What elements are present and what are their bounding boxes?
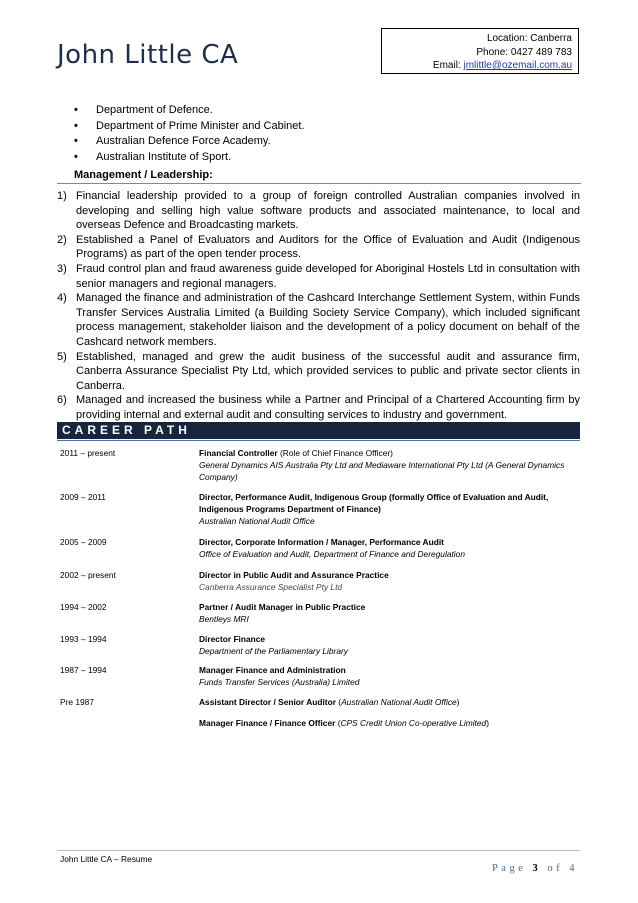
management-item [57,291,580,349]
email-link[interactable]: jmlittle@ozemail.com.au [463,60,572,71]
career-org: Australian National Audit Office [199,516,315,526]
page-label: Page [491,863,527,874]
career-org: General Dynamics AIS Australia Pty Ltd and Mediaware International Pty Ltd (A General Dynamics Company) [199,460,565,482]
management-heading: Management / Leadership: [74,169,213,181]
career-entry [60,491,585,527]
career-entry [60,447,585,483]
career-detail [199,491,585,527]
item-text: Established a Panel of Evaluators and Auditors for the Office of Evaluation and Audit (Indigenous Programs) as part of the open tender process. [76,233,580,261]
career-date: 1994 – 2002 [60,602,107,612]
client-list [74,103,304,165]
item-number: 6) [57,394,67,407]
item-text: Established, managed and grew the audit business of the successful audit and assurance firm, Canberra Assurance Specialist Pty Ltd, which provided services to public and private sector clients in Canberra. [76,350,580,392]
career-title-sub: (Australian National Audit Office) [335,697,460,707]
career-org: Department of the Parliamentary Library [199,646,348,656]
career-date: 1993 – 1994 [60,634,107,644]
career-entry [60,664,585,688]
career-entry [60,601,585,625]
item-number: 2) [57,233,67,246]
career-title: Director, Corporate Information / Manager, Performance Audit [199,537,444,547]
career-detail [199,569,585,593]
career-title: Partner / Audit Manager in Public Practice [199,602,366,612]
career-date: 2009 – 2011 [60,492,106,502]
career-title [199,447,585,459]
career-detail [199,696,585,729]
management-list [57,189,580,423]
location-text: Location: Canberra [486,33,572,44]
email-line [382,59,572,73]
client-item: • Department of Prime Minister and Cabinet. [74,119,304,135]
career-org: Canberra Assurance Specialist Pty Ltd [199,582,343,592]
item-number: 4) [57,292,67,305]
career-title-text: Financial Controller [199,448,278,458]
contact-box [381,28,579,74]
career-entry [60,536,585,560]
career-entry [60,633,585,657]
resume-name: John Little CA [57,40,239,70]
career-org: Bentleys MRI [199,614,249,624]
item-text: Managed the finance and administration of the Cashcard Interchange Settlement System, within Funds Transfer Services Australia Limited (a Building Society Service Company), which included significant process management, stakeholder liaison and the development of a policy document on behalf of the Cashcard network members. [76,292,580,348]
career-date: 2011 – present [60,448,116,458]
footer-title: John Little CA – Resume [60,854,153,864]
item-number: 5) [57,350,67,363]
career-path-underline [57,440,580,441]
page-of: of [547,863,564,874]
career-date: 1987 – 1994 [60,665,107,675]
phone-text: Phone: 0427 489 783 [476,46,572,58]
career-org: CPS Credit Union Co-operative Limited [340,718,487,728]
email-label: Email: [432,60,461,71]
client-item: • Australian Defence Force Academy. [74,134,304,150]
career-title-text: Manager Finance / Finance Officer [199,718,336,728]
career-org: Funds Transfer Services (Australia) Limited [199,677,360,687]
career-entry [60,696,585,729]
career-title-text: Assistant Director / Senior Auditor [199,697,336,707]
page-total: 4 [569,863,578,874]
career-title-sub: (CPS Credit Union Co-operative Limited) [335,718,489,728]
career-org: Australian National Audit Office [341,697,457,707]
career-title [199,717,585,729]
item-number: 3) [57,262,67,275]
career-detail [199,633,585,657]
career-date: 2005 – 2009 [60,537,107,547]
career-detail [199,447,585,483]
management-item [57,393,580,422]
career-date: 2002 – present [60,570,116,580]
career-detail [199,536,585,560]
career-title [199,696,585,708]
career-title: Director Finance [199,634,266,644]
section-divider [57,183,581,184]
management-item [57,350,580,394]
item-text: Fraud control plan and fraud awareness guide developed for Aboriginal Hostels Ltd in consultation with senior managers and regional managers. [76,262,580,290]
career-entry [60,569,585,593]
footer-divider [57,850,580,851]
management-item [57,233,580,262]
career-org: Office of Evaluation and Audit, Department of Finance and Deregulation [199,549,465,559]
career-detail [199,664,585,688]
page-number [492,863,578,874]
career-title: Director, Performance Audit, Indigenous Group (formally Office of Evaluation and Audit, Indigenous Programs Department of Finance) [199,492,549,514]
client-item: • Australian Institute of Sport. [74,150,304,166]
career-title: Manager Finance and Administration [199,665,346,675]
client-item: • Department of Defence. [74,103,304,119]
career-list [60,447,585,729]
item-text: Financial leadership provided to a group of foreign controlled Australian companies involved in developing and selling high value software products and associated maintenance, to local and overseas Defence and Broadcasting markets. [76,190,580,232]
item-number: 1) [57,190,67,202]
career-title-sub: (Role of Chief Finance Officer) [277,448,393,458]
career-date: Pre 1987 [60,697,94,707]
career-title: Director in Public Audit and Assurance Practice [199,570,389,580]
page-current: 3 [532,863,542,874]
career-detail [199,601,585,625]
management-item [57,262,580,291]
career-path-heading: CAREER PATH [57,422,580,439]
management-item [57,189,580,233]
item-text: Managed and increased the business while a Partner and Principal of a Chartered Accounting firm by providing internal and external audit and consulting services to industry and government. [76,394,580,421]
